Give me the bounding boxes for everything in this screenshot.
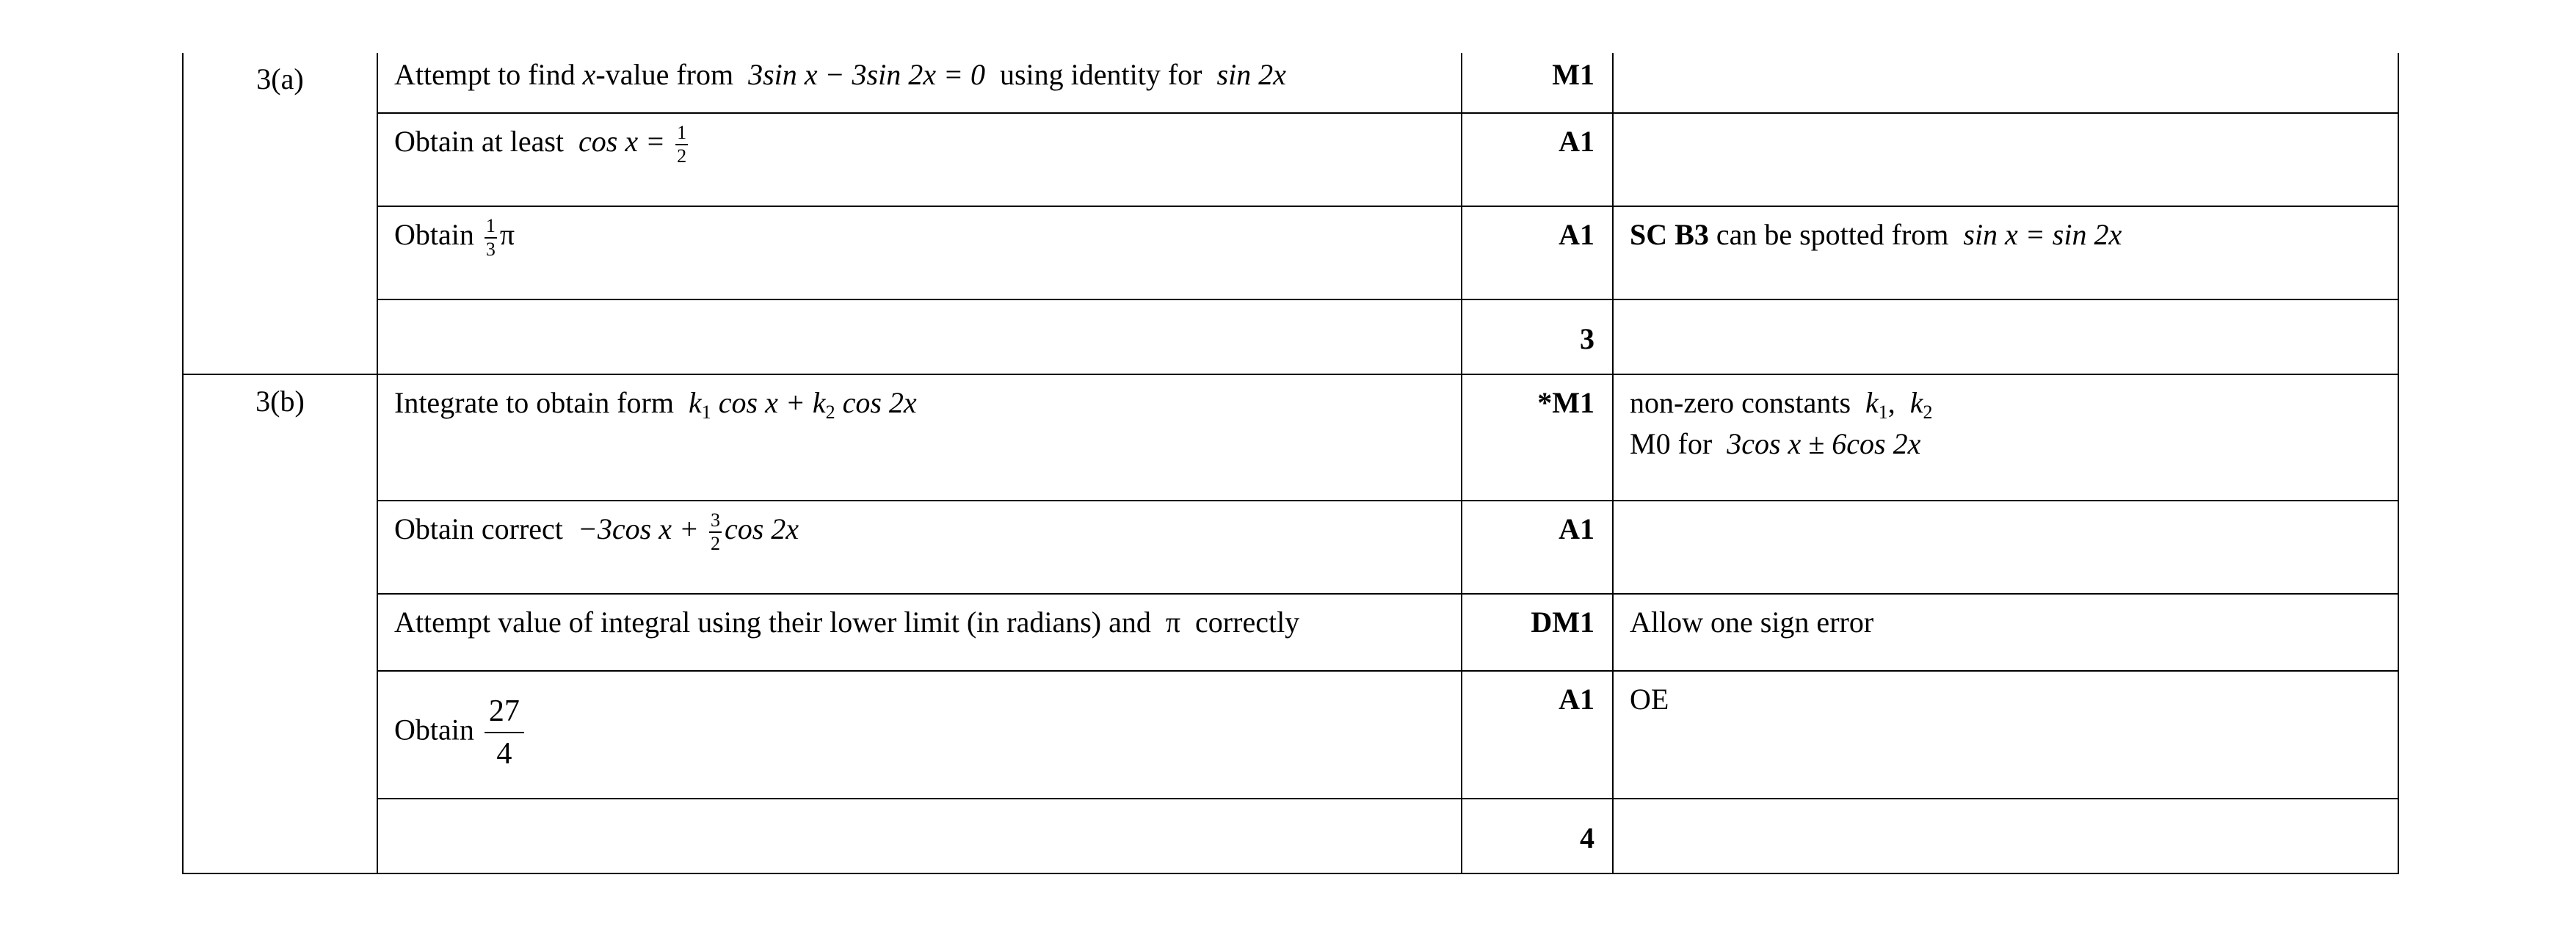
- mark-cell: A1: [1462, 671, 1613, 799]
- fraction: $\frac{1}{3}$: [485, 214, 496, 260]
- answer-text: Obtain correct: [394, 512, 563, 545]
- mark-cell: A1: [1462, 113, 1613, 206]
- table-row: [183, 113, 2398, 206]
- guidance-cell: [1613, 53, 2398, 113]
- table-row: [183, 671, 2398, 799]
- constant-k1: k: [688, 386, 702, 419]
- guidance-text: can be spotted from: [1716, 218, 1949, 251]
- answer-equation: sin 2x: [1216, 58, 1286, 91]
- fraction: $\frac{27}{4}$: [485, 694, 524, 772]
- answer-cell: [377, 206, 1462, 299]
- table-row: [183, 53, 2398, 113]
- subscript: 2: [1923, 402, 1933, 423]
- fraction: $\frac{1}{2}$: [677, 121, 687, 167]
- mark-cell: A1: [1462, 501, 1613, 594]
- answer-text: Integrate to obtain form: [394, 386, 674, 419]
- answer-cell: [377, 799, 1462, 873]
- pi-symbol: π: [1165, 606, 1181, 639]
- guidance-cell: [1613, 206, 2398, 299]
- answer-equation: −3cos x +: [577, 512, 699, 545]
- special-case-label: SC B3: [1630, 218, 1709, 251]
- question-number-3b: 3(b): [183, 374, 377, 873]
- answer-equation: cos 2x: [842, 386, 917, 419]
- comma: ,: [1887, 386, 1895, 419]
- table-row: [183, 206, 2398, 299]
- table-row: [183, 299, 2398, 374]
- guidance-cell: Allow one sign error: [1613, 594, 2398, 671]
- guidance-equation: sin x = sin 2x: [1963, 218, 2122, 251]
- table-row: [183, 374, 2398, 501]
- mark-cell: *M1: [1462, 374, 1613, 501]
- constant-k1: k: [1865, 386, 1879, 419]
- constant-k2: k: [1909, 386, 1923, 419]
- question-number-3a: 3(a): [183, 53, 377, 374]
- guidance-cell: [1613, 113, 2398, 206]
- guidance-line: [1630, 384, 2381, 425]
- guidance-cell: [1613, 374, 2398, 501]
- mark-scheme-table: [182, 53, 2399, 874]
- answer-text: Obtain: [394, 218, 474, 251]
- mark-cell: A1: [1462, 206, 1613, 299]
- subscript: 1: [701, 402, 711, 423]
- answer-equation: cos 2x: [724, 512, 799, 545]
- guidance-equation: 3cos x ± 6cos 2x: [1727, 426, 1921, 460]
- guidance-text: M0 for: [1630, 426, 1713, 460]
- subscript: 2: [825, 402, 835, 423]
- table-row: [183, 501, 2398, 594]
- answer-cell: [377, 53, 1462, 113]
- total-mark-cell: 3: [1462, 299, 1613, 374]
- answer-text: Attempt to find: [394, 58, 583, 91]
- guidance-cell: OE: [1613, 671, 2398, 799]
- pi-symbol: π: [499, 218, 515, 251]
- subscript: 1: [1878, 402, 1888, 423]
- answer-cell: [377, 671, 1462, 799]
- answer-text: Obtain at least: [394, 125, 565, 158]
- answer-text: Attempt value of integral using their lower limit (in radians) and: [394, 606, 1151, 639]
- answer-equation: cos x +: [718, 386, 805, 419]
- mark-cell: M1: [1462, 53, 1613, 113]
- answer-equation: 3sin x − 3sin 2x = 0: [748, 58, 985, 91]
- answer-cell: [377, 501, 1462, 594]
- fraction: $\frac{3}{2}$: [710, 509, 720, 554]
- answer-text: correctly: [1195, 606, 1300, 639]
- answer-cell: [377, 594, 1462, 671]
- guidance-cell: [1613, 501, 2398, 594]
- table-row: [183, 594, 2398, 671]
- answer-text: using identity for: [999, 58, 1202, 91]
- guidance-text: non-zero constants: [1630, 386, 1851, 419]
- total-mark-cell: 4: [1462, 799, 1613, 873]
- constant-k2: k: [812, 386, 826, 419]
- answer-equation: cos x =: [578, 125, 666, 158]
- answer-cell: [377, 299, 1462, 374]
- answer-variable: x: [582, 58, 596, 91]
- answer-cell: [377, 113, 1462, 206]
- table-row: [183, 799, 2398, 873]
- answer-text: Obtain: [394, 713, 474, 746]
- answer-text: -value from: [595, 58, 734, 91]
- guidance-line: [1630, 425, 2381, 463]
- guidance-cell: [1613, 299, 2398, 374]
- mark-cell: DM1: [1462, 594, 1613, 671]
- guidance-cell: [1613, 799, 2398, 873]
- answer-cell: [377, 374, 1462, 501]
